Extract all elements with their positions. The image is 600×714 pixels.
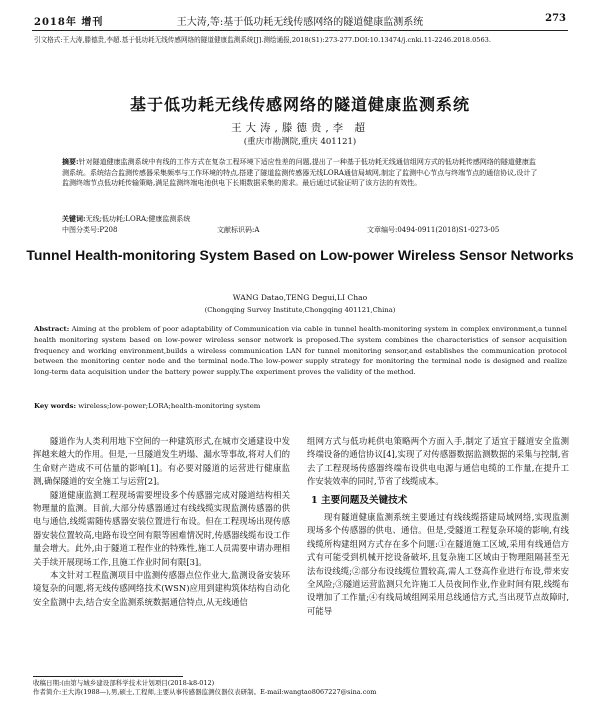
page-number: 273: [545, 13, 566, 24]
citation-format: 引文格式:王大涛,滕德贵,李超.基于低功耗无线传感网络的隧道健康监测系统[J].测绘通报,2018(S1):273-277.DOI:10.13474/j.cnki.11-2246.2018.0563.: [34, 36, 491, 44]
body-left-column: [33, 435, 290, 609]
received-note: 收稿日期:(由第与城乡建设部科学技术计划项目(2018-k8-012): [33, 679, 215, 687]
cn-keywords-text: 无线;低功耗;LORA;健康监测系统: [85, 215, 191, 223]
en-keywords-text: wireless;low-power;LORA;health-monitoring system: [78, 402, 261, 410]
header-rule: [32, 30, 568, 31]
section1-paragraph: 现有隧道健康监测系统主要通过有线线缆搭建局域网络,实现监测现场多个传感器的供电、通信。但是,受隧道工程复杂环境的影响,有线线缆所构建组网方式存在多个问题:①在隧道施工区域,采用有线通信方式有可能受到机械开挖设备破坏,且复杂施工区域由于物理阻隔甚至无法布设线缆;②部分布设线缆位置较高,需人工登高作业进行布设,带来安全风险;③隧道运营监测只允许施工人员夜间作业,作业时间有限,线缆布设增加了工作量;④有线局域组网采用总线通信方式,当出现节点故障时,可能导: [307, 512, 569, 616]
cn-authors: 王大涛,滕德贵,李 超: [230, 122, 369, 134]
footnote-rule: [33, 676, 183, 677]
footnote: [33, 679, 573, 697]
intro-paragraph-3: 本文针对工程监测项目中监测传感器点位作业大,监测设备安装环境复杂的问题,将无线传感网络技术(WSN)应用到建构筑体结构自动化安全监测中去,结合安全监测系统数据通信特点,从无线通信: [33, 570, 290, 607]
cn-affiliation: (重庆市勘测院,重庆 401121): [243, 137, 357, 147]
cn-keywords: [62, 214, 190, 224]
en-abstract-text: Aiming at the problem of poor adaptability of Communication via cable in tunnel health-monitoring system in complex environment,a tunnel health monitoring system based on low-power wireless sensor network is proposed.The system combines the characteristics of sensor acquisition frequency and working environment,builds a wireless communication LAN for tunnel monitoring sensor,and establishes the communication protocol between the monitoring center node and the terminal node.The low-power supply strategy for monitoring the terminal node is designed and realize long-term data acquisition under the battery power supply.The experiment proves the validity of the method.: [34, 325, 567, 377]
intro-paragraph-2: 隧道健康监测工程现场需要埋设多个传感器完成对隧道结构相关物理量的监测。目前,大部分传感器通过有线线缆实现监测传感器的供电与通信,线缆需随传感器安装位置进行布设。但在工程现场出现传感器安装位置较高,电路布设空间有限等困难情况时,传感器线缆布设工作量会增大。此外,由于隧道工程作业的特殊性,施工人员需要申请办理相关手续开展现场工作,且施工作业时间有限[3]。: [33, 489, 290, 567]
en-abstract: [34, 324, 567, 378]
en-authors: WANG Datao,TENG Degui,LI Chao: [232, 293, 368, 302]
author-bio: 作者简介:王大涛(1988—),男,硕士,工程师,主要从事传感器监测仪器仪表研制。E-mail:wangtao8067227@sina.com: [33, 688, 377, 696]
body-right-column: [307, 435, 569, 618]
cn-keywords-label: 关键词:: [62, 214, 86, 223]
en-keywords-label: Key words:: [34, 402, 77, 410]
cn-title: 基于低功耗无线传感网络的隧道健康监测系统: [129, 95, 470, 114]
section-heading-1: 1 主要问题及关键技术: [311, 494, 408, 506]
clc-number: 中图分类号:P208: [62, 226, 118, 234]
en-keywords: [34, 402, 260, 410]
running-title: 王大涛,等:基于低功耗无线传感网络的隧道健康监测系统: [176, 17, 424, 28]
document-code: 文献标识码:A: [217, 226, 260, 234]
en-abstract-label: Abstract:: [34, 325, 70, 333]
cn-abstract: [62, 157, 542, 189]
journal-year-issue: 2018年 增刊: [34, 17, 104, 28]
intro-paragraph-continued: 组网方式与低功耗供电策略两个方面入手,制定了适宜于隧道安全监测终端设备的通信协议[4],实现了对传感器数据监测数据的采集与控制,省去了工程现场传感器终端布设供电电源与通信电缆的工作量,在提升工作安装效率的同时,节省了线缆成本。: [307, 436, 569, 487]
cn-abstract-text: 针对隧道健康监测系统中有线的工作方式在复杂工程环境下适应性差的问题,提出了一种基于低功耗无线通信组网方式的低功耗传感网络的隧道健康监测系统。系统结合监测传感器采集频率与工作环境的特点,搭建了隧道监测传感器无线LORA通信局域网,制定了监测中心节点与终端节点的通信协议,设计了监测终端节点低功耗传输策略,满足监测终端电池供电下长期数据采集的需求。最后通过试验证明了该方法的有效性。: [62, 158, 538, 188]
intro-paragraph-1: 隧道作为人类利用地下空间的一种建筑形式,在城市交通建设中发挥越来越大的作用。但是,一旦隧道发生坍塌、漏水等事故,将对人们的生命财产造成不可估量的影响[1]。有必要对隧道的运营进行健康监测,确保隧道的安全施工与运营[2]。: [33, 436, 290, 487]
cn-abstract-label: 摘要:: [62, 157, 79, 166]
article-number: 文章编号:0494-0911(2018)S1-0273-05: [367, 226, 500, 234]
en-affiliation: (Chongqing Survey Institute,Chongqing 401121,China): [204, 306, 396, 314]
en-title: Tunnel Health-monitoring System Based on Low-power Wireless Sensor Networks: [26, 247, 574, 263]
